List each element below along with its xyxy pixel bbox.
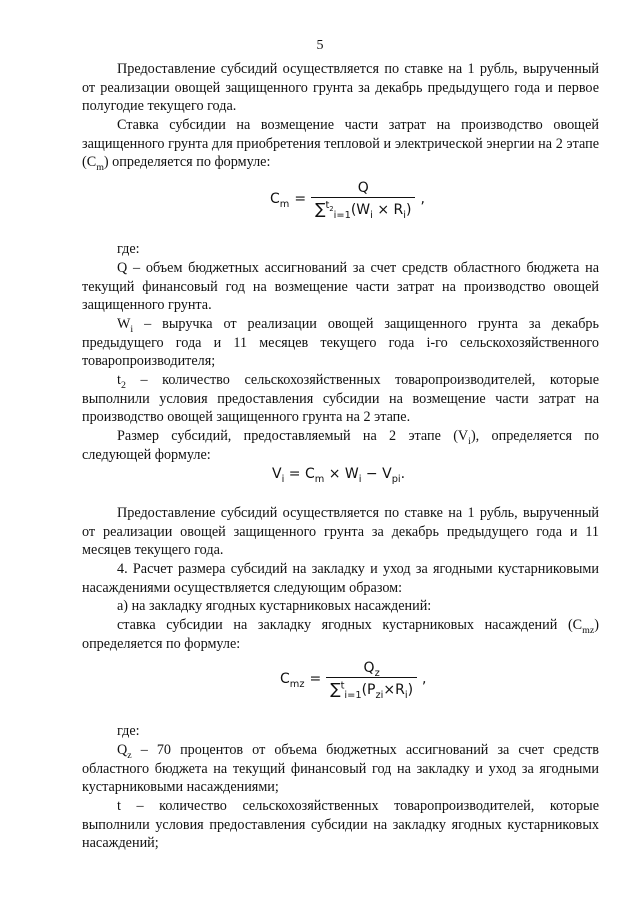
formula-cmz-fraction: $\frac{Q_z}{\sum^t_{i=1}(P_{zi}\times R_i)}$ [326,660,417,698]
paragraph-size: Размер субсидий, предоставляемый на 2 этапе $(V_i)$, определяется по следующей формуле: [82,428,599,463]
paragraph-rate-stage2: Ставка субсидии на возмещение части затрат на производство овощей защищенного грунта для приобретения тепловой и электрической энергии на 2 этапе $(C_m)$ определяется по формуле: [82,117,599,174]
definition-q: Q – объем бюджетных ассигнований за счет средств областного бюджета на текущий финансовый год на возмещение части затрат на производство овощей защищенного грунта. [82,260,599,314]
formula-cm-fraction: $\frac{Q}{\sum^{t_2}_{i=1}(W_i \times R_i)}$ [311,180,415,218]
paragraph-rate-11-months: Предоставление субсидий осуществляется по ставке на 1 рубль, вырученный от реализации овощей защищенного грунта за декабрь предыдущего года и 11 месяцев текущего года. [82,505,599,559]
definition-t2: $t_2$ – количество сельскохозяйственных товаропроизводителей, которые выполнили условия предоставления субсидии на возмещение части затрат на производство овощей защищенного грунта на 2 этапе. [82,372,599,426]
paragraph-cmz-rate: ставка субсидии на закладку ягодных кустарниковых насаждений $(C_{mz})$ определяется по формуле: [82,617,599,652]
formula-vi: $V_i = C_m \times W_i - V_{pi}$. [272,466,406,485]
where-label-2: где: [117,723,140,739]
where-label: где: [117,241,140,257]
page-number: 5 [316,38,324,53]
paragraph-section-4: 4. Расчет размера субсидий на закладку и уход за ягодными кустарниковыми насаждениями осуществляется следующим образом: [82,561,599,596]
formula-cmz: $C_{mz}$ = $\frac{Q_z}{\sum^t_{i=1}(P_{zi}\times R_i)}$ , [280,660,427,701]
definition-qz: $Q_z - 70$ процентов от объема бюджетных ассигнований за счет средств областного бюджета на текущий финансовый год на закладку и уход за ягодными кустарниковыми насаждениями; [82,742,599,796]
paragraph-rate-first-half: Предоставление субсидий осуществляется по ставке на 1 рубль, вырученный от реализации овощей защищенного грунта за декабрь предыдущего года и первое полугодие текущего года. [82,61,599,115]
definition-t: t – количество сельскохозяйственных товаропроизводителей, которые выполнили условия предоставления субсидии на закладку ягодных кустарниковых насаждений; [82,798,599,852]
definition-w: $W_i$ – выручка от реализации овощей защищенного грунта за декабрь предыдущего года и 11 месяцев текущего года i-го сельскохозяйственного товаропроизводителя; [82,316,599,370]
paragraph-4a: а) на закладку ягодных кустарниковых насаждений: [117,598,432,614]
formula-cm: $C_m$ = $\frac{Q}{\sum^{t_2}_{i=1}(W_i \times R_i)}$ , [270,180,425,221]
